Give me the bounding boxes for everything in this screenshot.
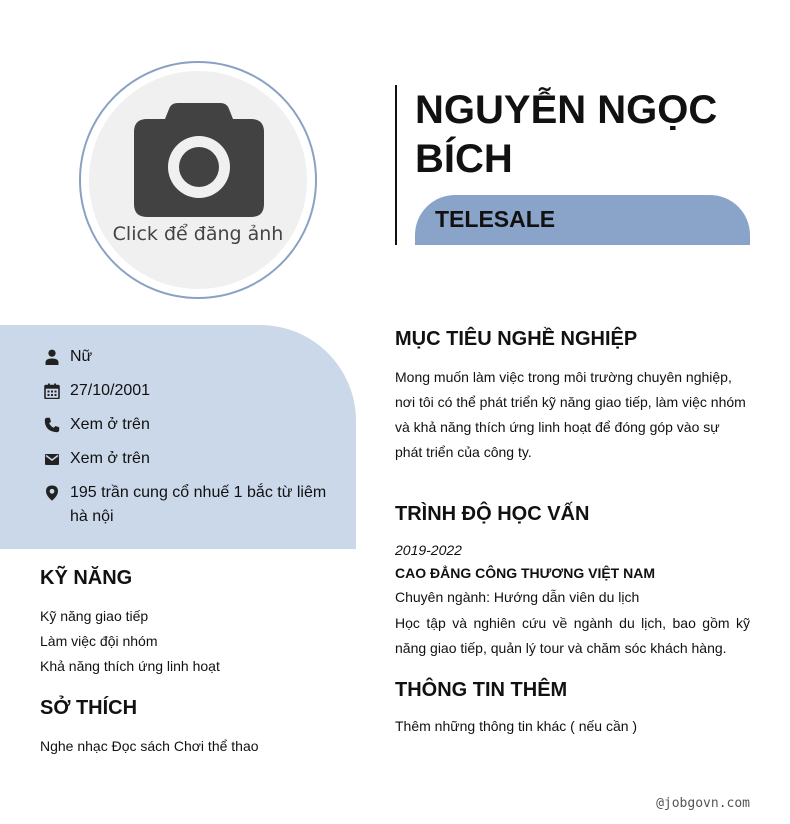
job-title: TELESALE xyxy=(435,206,556,232)
contact-phone xyxy=(40,413,340,437)
skill-item: Kỹ năng giao tiếp xyxy=(40,608,149,624)
education-school: CAO ĐẲNG CÔNG THƯƠNG VIỆT NAM xyxy=(395,565,655,581)
skills-title: KỸ NĂNG xyxy=(40,567,133,589)
address-text: 195 trần cung cổ nhuế 1 bắc từ liêm hà nội xyxy=(70,484,327,525)
watermark: @jobgovn.com xyxy=(656,796,750,811)
skill-item: Khả năng thích ứng linh hoạt xyxy=(40,658,220,674)
camera-icon xyxy=(133,103,265,218)
objective-text: Mong muốn làm việc trong môi trường chuyên nghiệp, nơi tôi có thể phát triển kỹ năng giao tiếp, làm việc nhóm và khả năng thích ứng linh hoạt để đóng góp vào sự phát triển của công ty. xyxy=(395,369,746,460)
avatar-upload[interactable] xyxy=(89,71,307,289)
skill-item: Làm việc đội nhóm xyxy=(40,633,158,649)
phone-icon xyxy=(44,417,60,433)
hobbies-title: SỞ THÍCH xyxy=(40,697,138,719)
person-icon xyxy=(44,349,60,365)
phone-text: Xem ở trên xyxy=(70,416,150,433)
avatar-frame xyxy=(79,61,317,299)
hobbies-text: Nghe nhạc Đọc sách Chơi thể thao xyxy=(40,738,259,754)
calendar-icon xyxy=(44,383,60,399)
education-description: Học tập và nghiên cứu về ngành du lịch, bao gồm kỹ năng giao tiếp, quản lý tour và chăm sóc khách hàng. xyxy=(395,615,750,656)
contact-email xyxy=(40,447,340,471)
location-pin-icon xyxy=(44,485,60,501)
contact-address xyxy=(40,481,340,529)
birthday-text: 27/10/2001 xyxy=(70,382,151,399)
contact-gender xyxy=(40,345,340,369)
extra-info-text: Thêm những thông tin khác ( nếu cần ) xyxy=(395,718,638,734)
education-title: TRÌNH ĐỘ HỌC VẤN xyxy=(395,503,590,525)
full-name: NGUYỄN NGỌC BÍCH xyxy=(415,88,718,181)
gender-text: Nữ xyxy=(70,348,93,365)
contact-panel xyxy=(0,325,356,549)
job-title-bar xyxy=(415,195,750,245)
objective-title: MỤC TIÊU NGHỀ NGHIỆP xyxy=(395,328,638,350)
photo-caption: Click để đăng ảnh xyxy=(112,223,284,245)
envelope-icon xyxy=(44,451,60,467)
education-years: 2019-2022 xyxy=(395,542,462,558)
extra-info-title: THÔNG TIN THÊM xyxy=(395,679,568,701)
email-text: Xem ở trên xyxy=(70,450,150,467)
education-major: Chuyên ngành: Hướng dẫn viên du lịch xyxy=(395,589,640,605)
header-divider xyxy=(395,85,397,245)
contact-birthday xyxy=(40,379,340,403)
